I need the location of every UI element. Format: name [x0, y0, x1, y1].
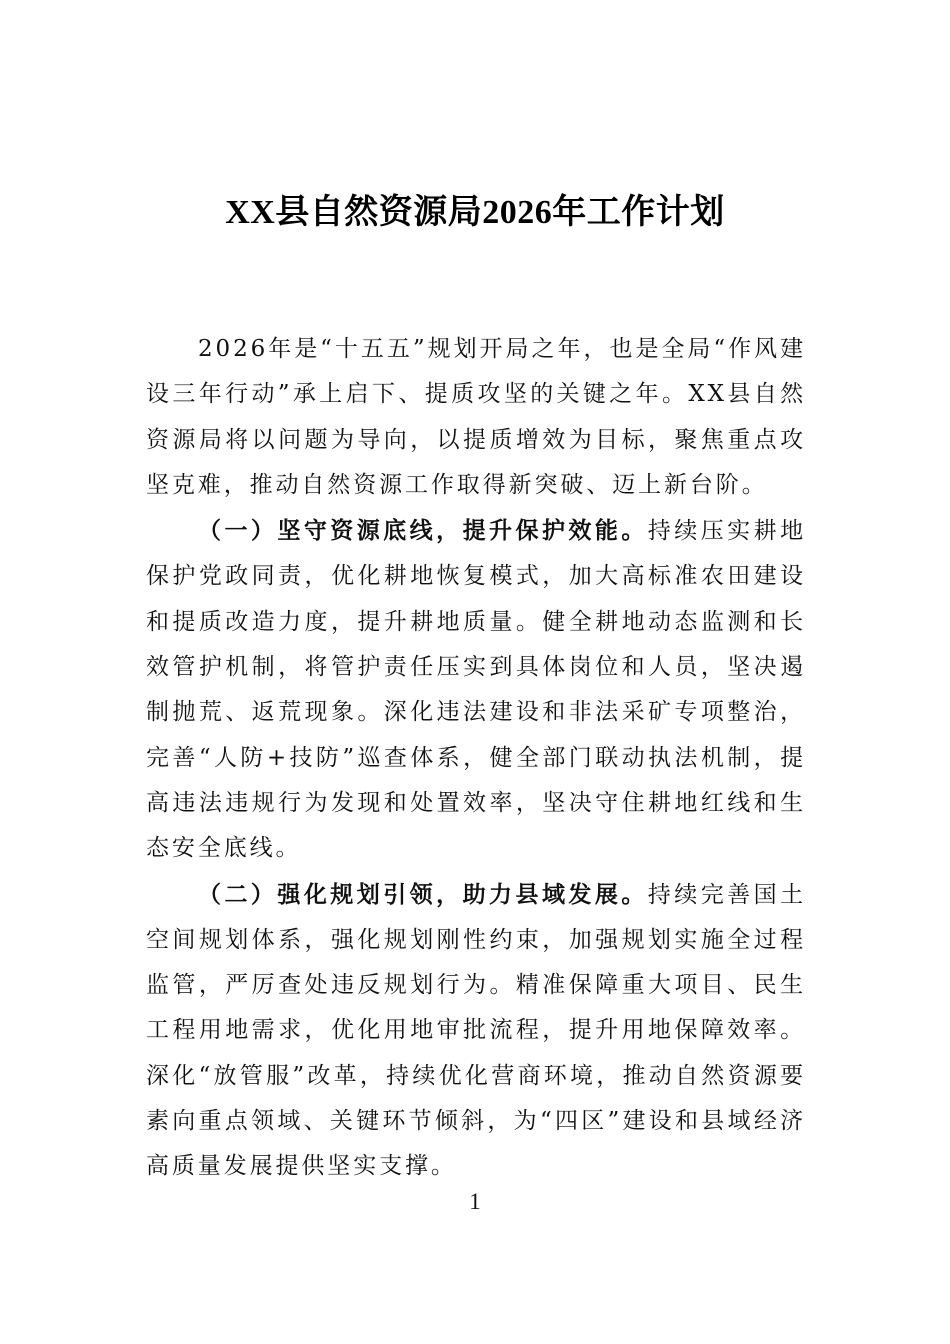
document-body — [146, 327, 806, 1190]
section-text-1: 持续压实耕地保护党政同责，优化耕地恢复模式，加大高标准农田建设和提质改造力度，提升耕地质量。健全耕地动态监测和长效管护机制，将管护责任压实到具体岗位和人员，坚决遏制抛荒、返荒现象。深化违法建设和非法采矿专项整治，完善“人防+技防”巡查体系，健全部门联动执法机制，提高违法违规行为发现和处置效率，坚决守住耕地红线和生态安全底线。 — [146, 518, 806, 862]
intro-paragraph: 2026年是“十五五”规划开局之年，也是全局“作风建设三年行动”承上启下、提质攻坚的关键之年。XX县自然资源局将以问题为导向，以提质增效为目标，聚焦重点攻坚克难，推动自然资源工作取得新突破、迈上新台阶。 — [146, 336, 806, 498]
section-heading-2: （二）强化规划引领，助力县域发展。 — [198, 880, 648, 908]
section-heading-1: （一）坚守资源底线，提升保护效能。 — [198, 517, 648, 545]
page-number: 1 — [469, 1189, 481, 1214]
section-text-2: 持续完善国土空间规划体系，强化规划刚性约束，加强规划实施全过程监管，严厉查处违反规划行为。精准保障重大项目、民生工程用地需求，优化用地审批流程，提升用地保障效率。深化“放管服”改革，持续优化营商环境，推动自然资源要素向重点领域、关键环节倾斜，为“四区”建设和县域经济高质量发展提供坚实支撑。 — [146, 881, 806, 1180]
document-title: XX县自然资源局2026年工作计划 — [225, 193, 725, 231]
section-paragraph-2 — [146, 872, 806, 1190]
section-paragraph-1 — [146, 508, 806, 871]
